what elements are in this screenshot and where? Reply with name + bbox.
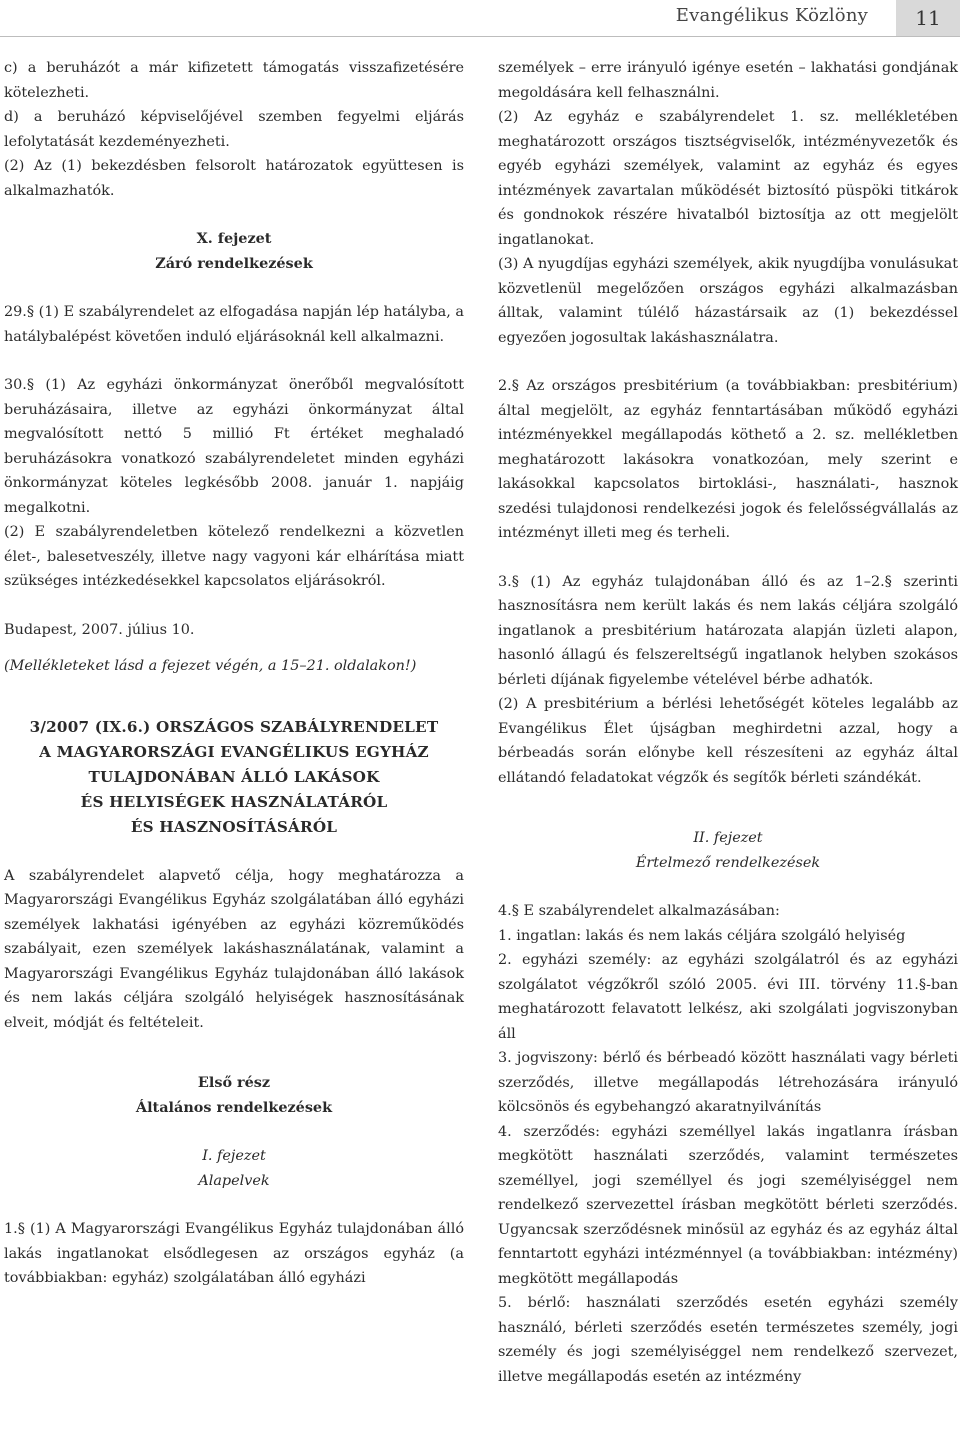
paragraph: (3) A nyugdíjas egyházi személyek, akik nyugdíjba vonulásukat közvetlenül megelőzően országos egyházi alkalmazásban álltak, valamint túlélő házastársaik az (1) bekezdéssel egyezően jogosultak lakáshasználatra. (498, 256, 958, 346)
part-title: Általános rendelkezések (135, 1098, 333, 1116)
journal-title: Evangélikus Közlöny (675, 5, 868, 26)
section-30-2: (2) E szabályrendeletben kötelező rendelkezni a közvetlen élet-, balesetveszély, illetve nagy vagyoni kár elhárítása miatt szükséges intézkedésekkel kapcsolatos eljárásokról. (4, 524, 464, 589)
definition-item: 2. egyházi személy: az egyházi szolgálatról és az egyházi szolgálatot végzőkről szóló 2005. évi III. törvény 11.§-ban meghatározott felavatott lelkész, aki szolgálati jogviszonyban áll (498, 952, 958, 1042)
definition-item: 1. ingatlan: lakás és nem lakás céljára szolgáló helyiség (498, 927, 906, 944)
regulation-title-line: ÉS HASZNOSÍTÁSÁRÓL (130, 817, 338, 836)
section-2: 2.§ Az országos presbitérium (a továbbiakban: presbitérium) által megjelölt, az egyház fenntartásában működő egyházi intézményekkel megállapodás köthető a 2. sz. mellékletben meghatározott lakásokra vonatkozóan, mely szerint e lakásokkal kapcsolatos birtoklási-, használati-, hasznok szedési tulajdonosi rendelkezési jogok és felelősségvállalás az intézményt illeti meg és terheli. (498, 378, 958, 541)
left-column (4, 56, 464, 1291)
chapter-title: Záró rendelkezések (155, 254, 313, 272)
paragraph: személyek – erre irányuló igénye esetén – lakhatási gondjának megoldására kell felhasználni. (498, 60, 958, 101)
section-29: 29.§ (1) E szabályrendelet az elfogadása napján lép hatályba, a hatálybalépést követően induló eljárásoknál kell alkalmazni. (4, 304, 464, 345)
page-header (0, 0, 960, 36)
regulation-title-line: ÉS HELYISÉGEK HASZNÁLATÁRÓL (80, 792, 388, 811)
section-1: 1.§ (1) A Magyarországi Evangélikus Egyház tulajdonában álló lakás ingatlanokat elsődlegesen az országos egyház (a továbbiakban: egyház) szolgálatában álló egyházi (4, 1221, 464, 1286)
definition-item: 5. bérlő: használati szerződés esetén egyházi személy használó, bérleti szerződés esetén természetes személy, jogi személy és jogi személyiséggel nem rendelkező szervezet, illetve megállapodás esetén az intézmény (498, 1295, 958, 1385)
definition-item: 3. jogviszony: bérlő és bérbeadó között használati vagy bérleti szerződés, illetve megállapodás létrehozására irányuló kölcsönös és egybehangzó akaratnyilvánítás (498, 1050, 958, 1115)
chapter-heading: I. fejezet (202, 1148, 266, 1164)
place-date: Budapest, 2007. július 10. (4, 621, 195, 638)
chapter-heading: II. fejezet (693, 830, 763, 846)
chapter-title: Alapelvek (198, 1172, 270, 1189)
paragraph: (2) Az (1) bekezdésben felsorolt határozatok együttesen is alkalmazhatók. (4, 158, 464, 199)
right-column (498, 56, 958, 1389)
regulation-title-line: A MAGYARORSZÁGI EVANGÉLIKUS EGYHÁZ (39, 742, 429, 761)
paragraph: c) a beruházót a már kifizetett támogatás visszafizetésére kötelezheti. (4, 60, 464, 101)
annex-note: (Mellékleteket lásd a fejezet végén, a 15–21. oldalakon!) (4, 658, 417, 674)
regulation-title-line: 3/2007 (IX.6.) ORSZÁGOS SZABÁLYRENDELET (29, 717, 439, 736)
definition-item: 4. szerződés: egyházi személlyel lakás ingatlanra írásban megkötött használati szerződés, valamint természetes személlyel, jogi személlyel és jogi személyiséggel nem rendelkező szervezettel írásban megkötött bérleti szerződés. Ugyancsak szerződésnek minősül az egyház és az egyház által fenntartott egyházi intézménnyel (a továbbiakban: intézmény) megkötött megállapodás (498, 1123, 958, 1287)
regulation-title-line: TULAJDONÁBAN ÁLLÓ LAKÁSOK (88, 767, 380, 786)
page-number: 11 (896, 0, 960, 36)
section-3-2: (2) A presbitérium a bérlési lehetőségét köteles legalább az Evangélikus Élet újságban meghirdetni azzal, hogy a bérbeadás során előnybe kell részesíteni az egyház által ellátandó feladatokat végzők és segítők bérleti szándékát. (498, 696, 958, 786)
chapter-title: Értelmező rendelkezések (635, 854, 821, 871)
header-divider (0, 36, 960, 37)
chapter-heading: X. fejezet (196, 230, 272, 247)
paragraph: (2) Az egyház e szabályrendelet 1. sz. mellékletében meghatározott országos tisztségviselők, intézményvezetők és egyéb egyházi személyek, valamint az egyház és egyes intézmények zavartalan működését biztosító püspöki titkárok és gondnokok részére hivatalból biztosítja az ott megjelölt ingatlanokat. (498, 109, 958, 248)
section-3-1: 3.§ (1) Az egyház tulajdonában álló és az 1–2.§ szerinti hasznosításra nem került lakás és nem lakás céljára szolgáló ingatlanok a presbitérium határozata alapján üzleti alapon, hasonló állagú és felszereltségű ingatlanok helyben szokásos bérleti díjának figyelembe vételével bérbe adhatók. (498, 573, 958, 688)
section-30-1: 30.§ (1) Az egyházi önkormányzat önerőből megvalósított beruházásaira, illetve az egyházi önkormányzat által megvalósított nettó 5 millió Ft értéket meghaladó beruházásokra vonatkozó szabályrendeletet minden egyházi önkormányzat köteles legkésőbb 2008. január 1. napjáig megalkotni. (4, 377, 464, 516)
section-4: 4.§ E szabályrendelet alkalmazásában: (498, 903, 780, 919)
paragraph: d) a beruházó képviselőjével szemben fegyelmi eljárás lefolytatását kezdeményezheti. (4, 109, 464, 150)
preamble: A szabályrendelet alapvető célja, hogy meghatározza a Magyarországi Evangélikus Egyház szolgálatában álló egyházi személyek lakhatási igényében az egyházi közreműködés szabályait, ezen személyek lakáshasználatának, valamint a Magyarországi Evangélikus Egyház tulajdonában álló lakások és nem lakás céljára szolgáló helyiségek hasznosításának elveit, módját és feltételeit. (4, 867, 464, 1031)
part-heading: Első rész (197, 1074, 271, 1091)
regulation-title (4, 715, 464, 840)
